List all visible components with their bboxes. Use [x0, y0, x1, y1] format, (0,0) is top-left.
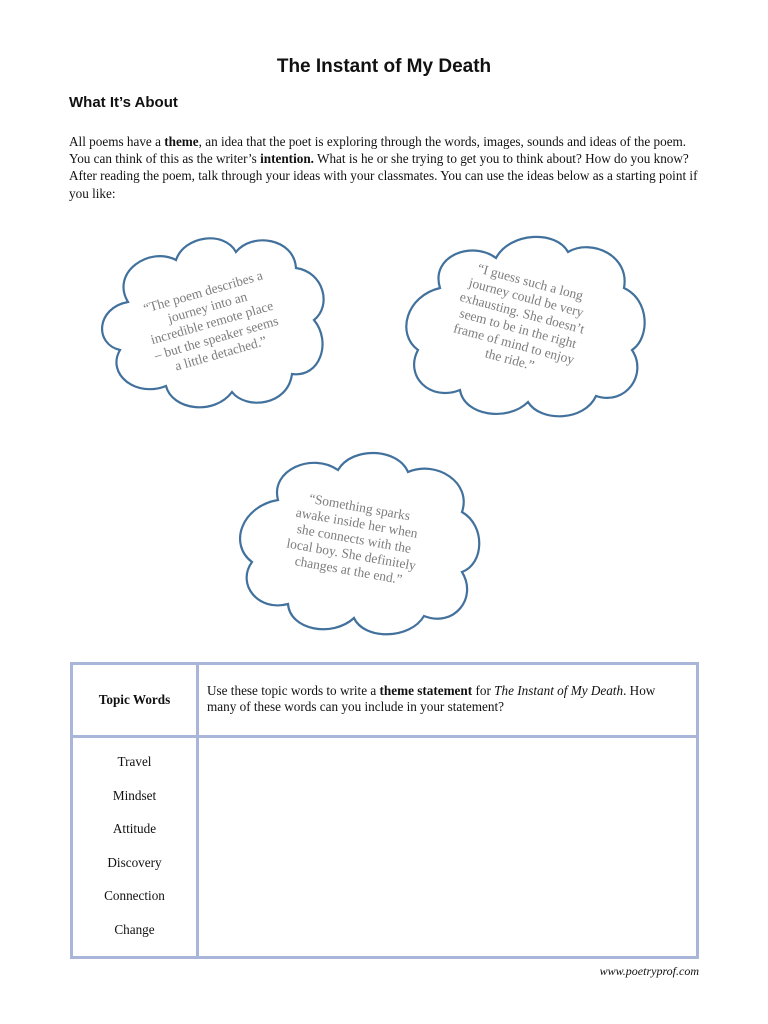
intro-bold-intention: intention. — [260, 151, 314, 167]
intro-paragraph — [69, 133, 701, 202]
topic-word: Discovery — [107, 854, 162, 870]
thought-cloud-2 — [400, 226, 640, 416]
topic-words-list — [72, 737, 198, 958]
topic-word: Travel — [117, 754, 152, 769]
topic-word: Change — [114, 921, 155, 937]
instruction-cell — [198, 664, 698, 737]
thought-cloud-1 — [92, 228, 332, 418]
cloud-quote-3: “Something sparks awake inside her when she connects with the local boy. She definitely changes at the end.” — [285, 490, 419, 587]
intro-bold-theme: theme — [164, 134, 199, 149]
section-heading: What It’s About — [69, 94, 178, 111]
intro-text-1: All poems have a — [69, 134, 165, 149]
instruction-italic-title: The Instant of My Death — [494, 683, 624, 698]
instruction-bold: theme statement — [379, 683, 473, 698]
theme-statement-response-area[interactable] — [198, 737, 698, 958]
intro-text-3: What is he or she trying to get you to think about? How do you know? After reading the poem, talk through your ideas with your classmates. You can use the ideas below as a starting point if you like: — [69, 151, 698, 201]
topic-word: Mindset — [112, 787, 157, 803]
topic-word: Attitude — [112, 821, 157, 836]
footer-url: www.poetryprof.com — [599, 964, 699, 978]
thought-cloud-3 — [234, 444, 474, 634]
instruction-text-1: Use these topic words to write a — [207, 683, 380, 698]
topic-words-header: Topic Words — [72, 664, 198, 737]
instruction-text-2: for — [472, 683, 495, 698]
instruction-text-3: . How many of these words can you include in your statement? — [207, 683, 656, 714]
intro-text-2: , an idea that the poet is exploring through the words, images, sounds and ideas of the poem. You can think of this as the writer’s — [69, 134, 687, 167]
cloud-quote-1: “The poem describes a journey into an incredible remote place – but the speaker seems a little detached.” — [141, 267, 280, 374]
topic-words-table — [70, 662, 699, 959]
topic-word: Connection — [104, 888, 165, 903]
page-title: The Instant of My Death — [276, 56, 492, 77]
cloud-quote-2: “I guess such a long journey could be very exhausting. She doesn’t seem to be in the right frame of mind to enjoy the ride.” — [451, 260, 587, 373]
